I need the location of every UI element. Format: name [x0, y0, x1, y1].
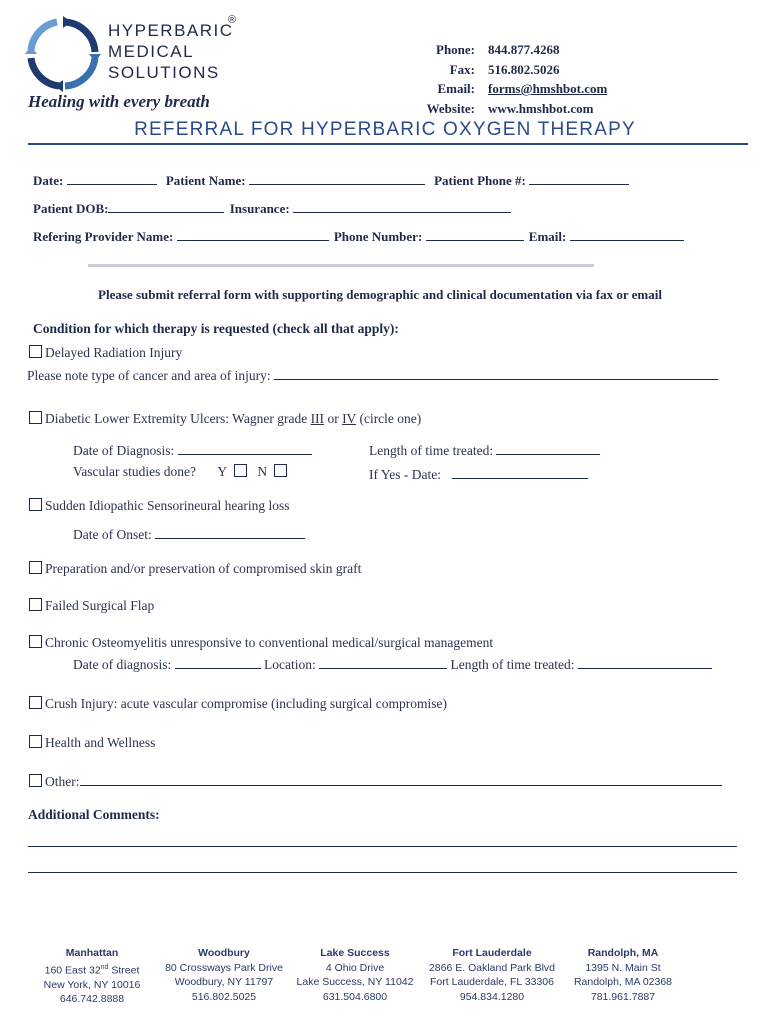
email-label: Email: [437, 81, 475, 96]
condition-surgical-flap [29, 598, 154, 614]
date-label: Date: [33, 173, 64, 188]
wagner-grade-3[interactable]: III [310, 411, 325, 426]
length-treated-label: Length of time treated: [369, 443, 494, 458]
email-label-field: Email: [528, 229, 567, 244]
condition-heading: Condition for which therapy is requested (check all that apply): [33, 321, 399, 336]
radiation-note-row [27, 365, 718, 384]
vascular-yes-label: Y [217, 464, 227, 479]
brand-name-line2: MEDICAL [108, 42, 195, 61]
row-date-name-phone [33, 170, 629, 189]
location-lake-success [285, 946, 425, 1004]
osteo-location-label: Location: [263, 657, 316, 672]
street-suffix: Street [108, 964, 140, 976]
patient-dob-field[interactable] [108, 198, 224, 213]
logo-ring-icon [25, 16, 101, 92]
patient-phone-label: Patient Phone #: [434, 173, 526, 188]
location-name: Lake Success [320, 947, 390, 959]
patient-name-field[interactable] [249, 170, 425, 185]
date-field[interactable] [67, 170, 157, 185]
patient-dob-label: Patient DOB: [33, 201, 109, 216]
location-manhattan [22, 946, 162, 1007]
location-street [22, 961, 162, 978]
street-sup: nd [100, 963, 109, 971]
hearing-checkbox[interactable] [29, 498, 42, 511]
email-field[interactable] [570, 226, 684, 241]
brand-name-line1: HYPERBARIC [108, 21, 234, 40]
length-treated-row [369, 440, 600, 459]
osteo-location-field[interactable] [319, 654, 447, 669]
condition-osteomyelitis [29, 635, 493, 651]
website-label: Website: [426, 100, 475, 116]
comments-line-2[interactable] [28, 872, 737, 873]
fax-label: Fax: [449, 61, 475, 77]
osteo-date-label: Date of diagnosis: [73, 657, 172, 672]
location-street: 80 Crossways Park Drive [165, 961, 283, 974]
date-diagnosis-field[interactable] [178, 440, 312, 455]
diabetic-suffix: (circle one) [356, 411, 422, 426]
phone-number-field[interactable] [426, 226, 524, 241]
location-phone: 954.834.1280 [459, 990, 525, 1003]
condition-diabetic [29, 411, 421, 427]
location-name: Woodbury [198, 947, 250, 959]
brand-name-line3: SOLUTIONS [108, 63, 220, 82]
condition-skin-graft [29, 561, 361, 577]
phone-number-label: Phone Number: [333, 229, 423, 244]
street-text: 160 East 32 [44, 964, 101, 976]
surgical-flap-label: Failed Surgical Flap [45, 598, 155, 613]
other-checkbox[interactable] [29, 774, 42, 787]
location-phone: 631.504.6800 [322, 990, 388, 1003]
location-city: Fort Lauderdale, FL 33306 [430, 976, 554, 988]
email-link[interactable]: forms@hmshbot.com [488, 81, 608, 96]
crush-label: Crush Injury: acute vascular compromise (including surgical compromise) [45, 696, 448, 711]
registered-mark: ® [228, 14, 237, 26]
wellness-checkbox[interactable] [29, 735, 42, 748]
vascular-yes-checkbox[interactable] [234, 464, 247, 477]
comments-line-1[interactable] [28, 846, 737, 847]
crush-checkbox[interactable] [29, 696, 42, 709]
diabetic-label: Diabetic Lower Extremity Ulcers: Wagner grade [45, 411, 311, 426]
contact-values [488, 40, 607, 118]
if-yes-row [369, 464, 588, 483]
skin-graft-label: Preparation and/or preservation of compromised skin graft [45, 561, 362, 576]
radiation-checkbox[interactable] [29, 345, 42, 358]
location-fort-lauderdale [422, 946, 562, 1004]
date-onset-field[interactable] [155, 524, 305, 539]
instructions-text: Please submit referral form with supporting demographic and clinical documentation via fax or email [98, 287, 662, 302]
osteo-details-row [73, 654, 712, 673]
condition-other [29, 771, 722, 790]
surgical-flap-checkbox[interactable] [29, 598, 42, 611]
location-city: Lake Success, NY 11042 [296, 976, 414, 988]
title-rule [28, 143, 748, 145]
patient-phone-field[interactable] [529, 170, 629, 185]
contact-labels [400, 40, 475, 118]
wellness-label: Health and Wellness [45, 735, 156, 750]
insurance-label: Insurance: [229, 201, 290, 216]
condition-radiation [29, 345, 182, 361]
phone-label: Phone: [436, 42, 475, 57]
hearing-label: Sudden Idiopathic Sensorineural hearing loss [45, 498, 290, 513]
brand-tagline: Healing with every breath [28, 92, 210, 111]
vascular-label: Vascular studies done? [73, 464, 196, 479]
location-phone: 646.742.8888 [59, 993, 125, 1005]
patient-name-label: Patient Name: [165, 173, 246, 188]
brand-logo [25, 16, 101, 92]
section-divider [88, 264, 594, 267]
location-randolph [553, 946, 693, 1004]
condition-wellness [29, 735, 155, 751]
length-treated-field[interactable] [496, 440, 600, 455]
osteo-length-label: Length of time treated: [450, 657, 575, 672]
fax-value: 516.802.5026 [488, 61, 560, 77]
referring-provider-field[interactable] [177, 226, 329, 241]
diabetic-checkbox[interactable] [29, 411, 42, 424]
phone-value: 844.877.4268 [488, 42, 560, 57]
brand-name [108, 20, 234, 83]
if-yes-date-field[interactable] [452, 464, 588, 479]
page-title: REFERRAL FOR HYPERBARIC OXYGEN THERAPY [134, 119, 636, 140]
location-street: 2866 E. Oakland Park Blvd [428, 961, 556, 974]
location-street: 1395 N. Main St [585, 961, 661, 974]
other-label: Other: [45, 774, 80, 789]
skin-graft-checkbox[interactable] [29, 561, 42, 574]
vascular-no-checkbox[interactable] [274, 464, 287, 477]
osteomyelitis-checkbox[interactable] [29, 635, 42, 648]
osteomyelitis-label: Chronic Osteomyelitis unresponsive to conventional medical/surgical management [45, 635, 494, 650]
location-name: Fort Lauderdale [452, 947, 532, 959]
insurance-field[interactable] [293, 198, 511, 213]
radiation-label: Delayed Radiation Injury [45, 345, 183, 360]
osteo-length-field[interactable] [578, 654, 712, 669]
vascular-row [73, 464, 290, 480]
additional-comments-label: Additional Comments: [28, 807, 160, 822]
diabetic-or: or [324, 411, 343, 426]
condition-crush [29, 696, 447, 712]
row-dob-insurance [33, 198, 511, 217]
location-phone: 516.802.5025 [191, 990, 257, 1003]
location-name: Randolph, MA [587, 947, 659, 959]
date-diagnosis-label: Date of Diagnosis: [73, 443, 175, 458]
row-provider [33, 226, 684, 245]
diagnosis-row [73, 440, 312, 459]
location-city: Randolph, MA 02368 [573, 976, 673, 988]
radiation-note-field[interactable] [274, 365, 718, 380]
date-onset-label: Date of Onset: [73, 527, 152, 542]
other-field[interactable] [80, 771, 722, 786]
condition-hearing [29, 498, 289, 514]
wagner-grade-4[interactable]: IV [342, 411, 357, 426]
location-city: New York, NY 10016 [43, 978, 141, 991]
vascular-no-label: N [257, 464, 268, 479]
location-street: 4 Ohio Drive [325, 961, 385, 974]
referring-provider-label: Refering Provider Name: [33, 229, 174, 244]
location-phone: 781.961.7887 [590, 990, 656, 1003]
location-name: Manhattan [65, 947, 119, 959]
location-woodbury [154, 946, 294, 1004]
osteo-date-field[interactable] [175, 654, 261, 669]
radiation-note-label: Please note type of cancer and area of injury: [27, 368, 271, 383]
location-city: Woodbury, NY 11797 [174, 976, 274, 988]
onset-row [73, 524, 305, 543]
if-yes-date-label: If Yes - Date: [369, 467, 441, 482]
website-link[interactable]: www.hmshbot.com [488, 100, 594, 116]
